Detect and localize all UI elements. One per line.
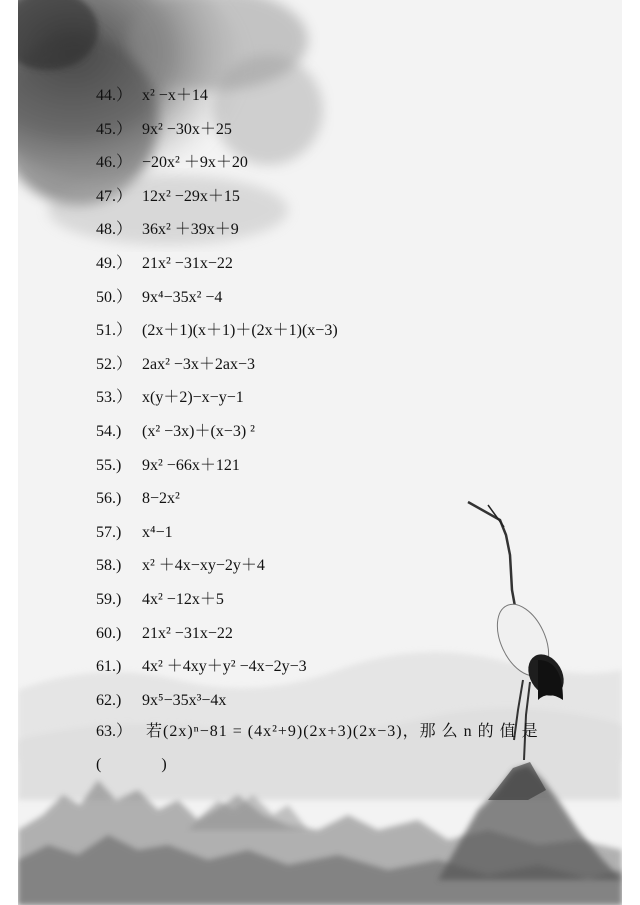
- problem-number: 60.): [96, 624, 122, 642]
- problem-number: 52.）: [96, 355, 133, 373]
- question-text: 若(2x)ⁿ−81 = (4x²+9)(2x+3)(2x−3)，那 么 n 的 值 是: [146, 723, 539, 740]
- problem-expression: 9x⁵−35x³−4x: [142, 691, 227, 709]
- problem-expression: 4x² ＋4xy＋y² −4x−2y−3: [142, 658, 307, 676]
- problem-row: [96, 456, 240, 476]
- problem-expression: 36x² ＋39x＋9: [142, 221, 239, 239]
- problem-expression: x⁴−1: [142, 523, 173, 541]
- problem-row: [96, 220, 239, 240]
- problem-number: 55.): [96, 456, 122, 474]
- problem-expression: (x² −3x)＋(x−3) ²: [142, 423, 255, 440]
- problem-number: 46.）: [96, 154, 133, 172]
- question-number: 63.）: [96, 723, 133, 740]
- problem-expression: 9x² −30x＋25: [142, 120, 232, 138]
- problem-number: 54.): [96, 423, 122, 440]
- problem-row: [96, 691, 226, 711]
- problem-expression: 9x² −66x＋121: [142, 456, 240, 474]
- problem-row: [96, 388, 244, 408]
- problem-row: [96, 624, 233, 644]
- problem-number: 51.）: [96, 322, 133, 340]
- problem-row: [96, 187, 240, 207]
- problem-expression: 12x² −29x＋15: [142, 187, 240, 205]
- problem-number: 57.): [96, 523, 122, 541]
- problem-number: 49.）: [96, 255, 133, 272]
- problem-row: [96, 153, 248, 173]
- problem-number: 48.）: [96, 221, 133, 239]
- problem-row: [96, 523, 173, 543]
- problem-number: 44.）: [96, 87, 133, 104]
- problem-row: [96, 556, 265, 576]
- problem-row: [96, 120, 232, 140]
- problem-number: 61.): [96, 658, 122, 676]
- problem-number: 50.）: [96, 288, 133, 306]
- problem-number: 45.）: [96, 120, 133, 138]
- problem-number: 56.): [96, 490, 122, 508]
- problem-expression: x² −x＋14: [142, 87, 208, 104]
- problem-row: [96, 254, 233, 274]
- problem-expression: 21x² −31x−22: [142, 624, 233, 642]
- problem-row: [96, 590, 224, 610]
- problem-expression: x(y＋2)−x−y−1: [142, 389, 244, 407]
- problem-number: 47.）: [96, 187, 133, 205]
- problem-row: [96, 86, 208, 106]
- question-63: [96, 722, 546, 742]
- problem-row: [96, 288, 222, 308]
- problem-expression: (2x＋1)(x＋1)＋(2x＋1)(x−3): [142, 322, 338, 340]
- problem-expression: x² ＋4x−xy−2y＋4: [142, 557, 265, 575]
- problem-expression: 8−2x²: [142, 490, 180, 508]
- problem-expression: 2ax² −3x＋2ax−3: [142, 355, 256, 373]
- problem-row: [96, 422, 255, 442]
- problem-number: 58.): [96, 557, 122, 575]
- answer-blank: ( ): [96, 756, 167, 773]
- problem-expression: 21x² −31x−22: [142, 255, 233, 272]
- problem-row: [96, 657, 307, 677]
- problem-row: [96, 355, 255, 375]
- problem-expression: −20x² ＋9x＋20: [142, 154, 248, 172]
- problem-row: [96, 489, 180, 509]
- problem-number: 59.): [96, 591, 122, 608]
- problem-expression: 4x² −12x＋5: [142, 591, 224, 608]
- problem-number: 53.）: [96, 389, 133, 407]
- problem-expression: 9x⁴−35x² −4: [142, 288, 223, 306]
- problem-row: [96, 321, 338, 341]
- problem-number: 62.): [96, 691, 122, 709]
